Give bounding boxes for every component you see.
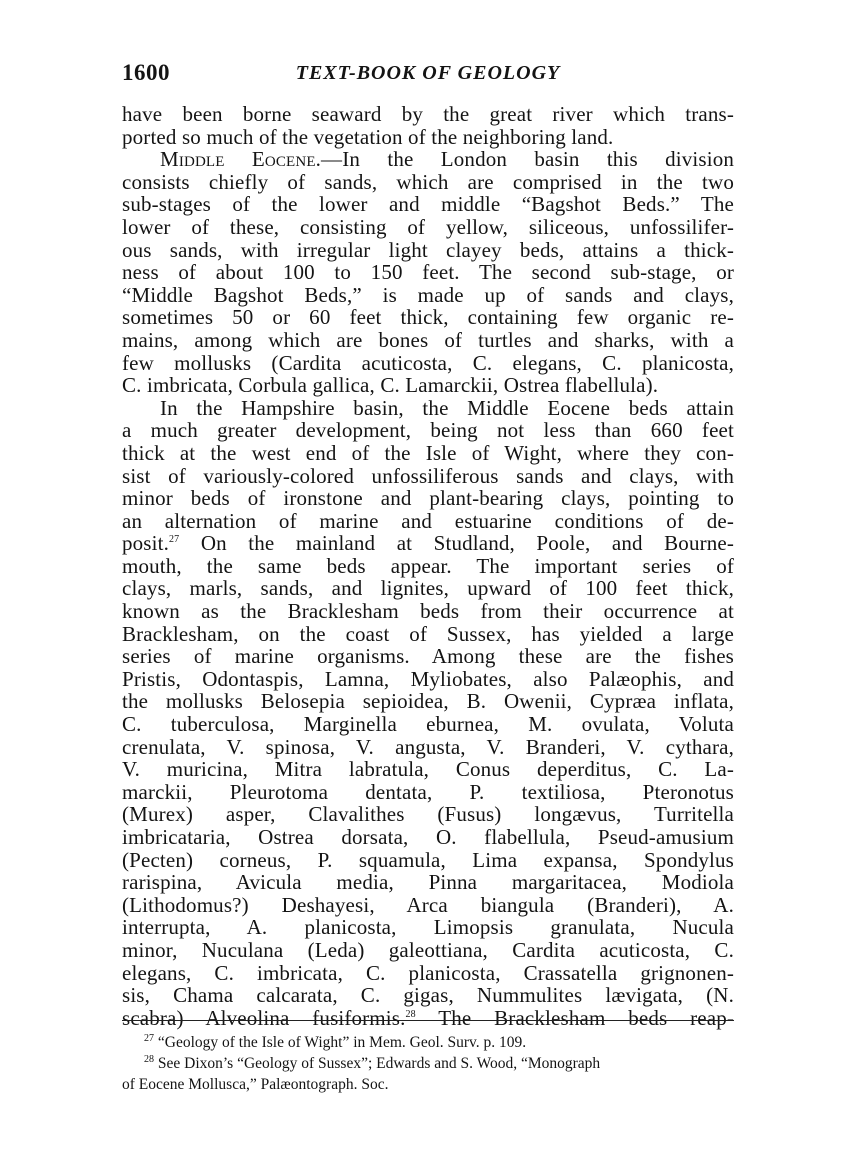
text-line: ous sands, with irregular light clayey beds, attains a thick-	[122, 237, 734, 262]
text-line-start: posit.	[122, 531, 169, 556]
text-line: ported so much of the vegetation of the neighboring land.	[122, 124, 614, 149]
body-text	[122, 103, 734, 1029]
text-line: series of marine organisms. Among these are the fishes	[122, 644, 734, 669]
text-line: (Lithodomus?) Deshayesi, Arca biangula (Branderi), A.	[122, 892, 734, 917]
footnote-number-27: 27	[144, 1032, 154, 1044]
text-line: sub-stages of the lower and middle “Bagshot Beds.” The	[122, 192, 734, 217]
text-line: clays, marls, sands, and lignites, upward of 100 feet thick,	[122, 576, 734, 601]
footnote-ref-28: 28	[405, 1008, 416, 1020]
text-line: (Pecten) corneus, P. squamula, Lima expansa, Spondylus	[122, 847, 734, 872]
text-line	[122, 532, 734, 555]
text-line: mains, among which are bones of turtles and sharks, with a	[122, 327, 734, 352]
footnotes	[122, 1032, 734, 1095]
text-line: “Middle Bagshot Beds,” is made up of sands and clays,	[122, 282, 734, 307]
text-line: In the Hampshire basin, the Middle Eocene beds attain	[160, 395, 734, 420]
text-line: few mollusks (Cardita acuticosta, C. elegans, C. planicosta,	[122, 350, 734, 375]
text-line: crenulata, V. spinosa, V. angusta, V. Branderi, V. cythara,	[122, 734, 734, 759]
footnote-text: “Geology of the Isle of Wight” in Mem. Geol. Surv. p. 109.	[157, 1034, 527, 1051]
footnote-text: See Dixon’s “Geology of Sussex”; Edwards and S. Wood, “Monograph	[157, 1055, 601, 1072]
text-line: an alternation of marine and estuarine conditions of de-	[122, 508, 734, 533]
text-line-start: scabra) Alveolina fusiformis.	[122, 1005, 406, 1030]
text-line: rarispina, Avicula media, Pinna margaritacea, Modiola	[122, 870, 734, 895]
text-line: marckii, Pleurotoma dentata, P. textiliosa, Pteronotus	[122, 779, 734, 804]
text-line: (Murex) asper, Clavalithes (Fusus) longævus, Turritella	[122, 802, 734, 827]
section-heading-middle-eocene: Middle Eocene.	[160, 147, 322, 172]
text-line: C. tuberculosa, Marginella eburnea, M. ovulata, Voluta	[122, 712, 734, 737]
page-number: 1600	[122, 60, 170, 85]
footnote-ref-27: 27	[169, 534, 180, 546]
text-line: the mollusks Belosepia sepioidea, B. Owenii, Cypræa inflata,	[122, 689, 734, 714]
text-line: known as the Bracklesham beds from their occurrence at	[122, 599, 734, 624]
text-line: thick at the west end of the Isle of Wight, where they con-	[122, 440, 734, 465]
text-line: sist of variously-colored unfossiliferous sands and clays, with	[122, 463, 734, 488]
text-line: V. muricina, Mitra labratula, Conus deperditus, C. La-	[122, 757, 734, 782]
text-line	[122, 148, 734, 171]
text-line: elegans, C. imbricata, C. planicosta, Crassatella grignonen-	[122, 960, 734, 985]
text-line: sometimes 50 or 60 feet thick, containing few organic re-	[122, 305, 734, 330]
text-line: imbricataria, Ostrea dorsata, O. flabellula, Pseud-amusium	[122, 825, 734, 849]
text-line: minor, Nuculana (Leda) galeottiana, Cardita acuticosta, C.	[122, 937, 734, 962]
text-line-rest: On the mainland at Studland, Poole, and Bourne-	[200, 531, 735, 556]
text-line: consists chiefly of sands, which are comprised in the two	[122, 169, 734, 194]
text-line-rest: —In the London basin this division	[321, 147, 734, 172]
text-line: C. imbricata, Corbula gallica, C. Lamarckii, Ostrea flabellula).	[122, 373, 659, 398]
text-line: interrupta, A. planicosta, Limopsis granulata, Nucula	[122, 915, 734, 940]
text-line	[122, 1007, 734, 1030]
text-line: ness of about 100 to 150 feet. The second sub-stage, or	[122, 260, 734, 285]
page-header	[122, 60, 734, 92]
text-line: Pristis, Odontaspis, Lamna, Myliobates, also Palæophis, and	[122, 666, 734, 691]
running-head: TEXT-BOOK OF GEOLOGY	[295, 62, 561, 84]
text-line: lower of these, consisting of yellow, siliceous, unfossilifer-	[122, 214, 734, 239]
footnote-28-continued: of Eocene Mollusca,” Palæontograph. Soc.	[122, 1076, 389, 1093]
footnote-28	[122, 1053, 734, 1074]
footnote-number-28: 28	[144, 1053, 154, 1065]
text-line: sis, Chama calcarata, C. gigas, Nummulites lævigata, (N.	[122, 983, 734, 1008]
text-line: minor beds of ironstone and plant-bearing clays, pointing to	[122, 486, 734, 511]
footnote-divider	[122, 1020, 734, 1021]
text-line: Bracklesham, on the coast of Sussex, has yielded a large	[122, 621, 734, 646]
text-line-rest: The Bracklesham beds reap-	[438, 1005, 734, 1030]
text-line: have been borne seaward by the great river which trans-	[122, 102, 734, 126]
text-line: mouth, the same beds appear. The important series of	[122, 553, 734, 578]
text-line: a much greater development, being not less than 660 feet	[122, 418, 734, 443]
footnote-27	[122, 1032, 734, 1053]
